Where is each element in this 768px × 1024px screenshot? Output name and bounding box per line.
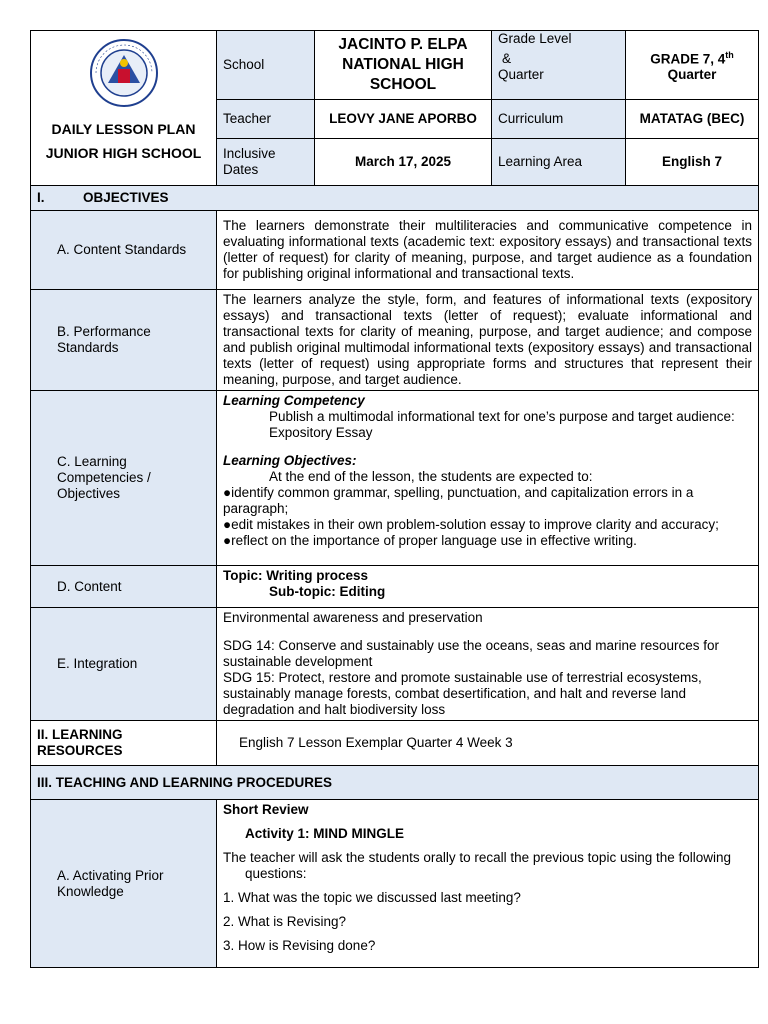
dates-value: March 17, 2025 <box>315 139 492 186</box>
sdg-14: SDG 14: Conserve and sustainably use the oceans, seas and marine resources for sustainable development <box>223 638 720 669</box>
teacher-name: LEOVY JANE APORBO <box>315 100 492 139</box>
learning-competencies-content <box>217 391 759 566</box>
activity-title: Activity 1: MIND MINGLE <box>245 826 405 841</box>
learning-competencies-label: C. Learning Competencies / Objectives <box>31 391 217 566</box>
lc-text: Publish a multimodal informational text for one’s purpose and target audience: Expository Essay <box>269 409 735 440</box>
lo-intro: At the end of the lesson, the students are expected to: <box>269 469 593 484</box>
content-standards-text: The learners demonstrate their multiliteracies and communicative competence in evaluating informational texts (academic text: expository essays) and transactional texts (letter of request) for clarity of meaning, purpose, and target audience as a foundation for publishing original informational and transactional texts. <box>217 211 759 290</box>
grade-label-line3: Quarter <box>498 67 544 82</box>
grade-label-line1: Grade Level <box>498 31 572 46</box>
learning-area-label: Learning Area <box>492 139 626 186</box>
activating-prior-knowledge-content <box>217 800 759 968</box>
lo-item: ● edit mistakes in their own problem-solution essay to improve clarity and accuracy; <box>223 517 752 533</box>
lc-heading: Learning Competency <box>223 393 365 408</box>
subtopic: Sub-topic: Editing <box>269 584 386 599</box>
lo-item: ● reflect on the importance of proper language use in effective writing. <box>223 533 752 549</box>
integration-line: Environmental awareness and preservation <box>223 610 483 625</box>
performance-standards-label: B. Performance Standards <box>31 290 217 391</box>
curriculum-value: MATATAG (BEC) <box>626 100 759 139</box>
integration-content <box>217 608 759 721</box>
sdg-15: SDG 15: Protect, restore and promote sustainable use of terrestrial ecosystems, sustainably manage forests, combat desertification, and halt and reverse land degradation and halt biodiversity loss <box>223 670 702 717</box>
curriculum-label: Curriculum <box>492 100 626 139</box>
content-standards-label: A. Content Standards <box>31 211 217 290</box>
lo-heading: Learning Objectives: <box>223 453 357 468</box>
section-objectives-heading: I. OBJECTIVES <box>31 186 759 211</box>
school-label: School <box>217 31 315 100</box>
grade-quarter-label <box>492 31 626 100</box>
lesson-plan-document <box>30 30 752 968</box>
short-review: Short Review <box>223 802 309 817</box>
performance-standards-text: The learners analyze the style, form, and features of informational texts (expository essays) and transactional texts (letter of request); evaluate informational and transactional texts for clarity of meaning, purpose, and target audience; and compose and publish original multimodal informational texts (expository essays) and transactional texts (letter of request) using appropriate forms and structures that represent their meaning, purpose, and target audience. <box>217 290 759 391</box>
learning-area-value: English 7 <box>626 139 759 186</box>
school-name: JACINTO P. ELPA NATIONAL HIGH SCHOOL <box>315 31 492 100</box>
question-item: 3. How is Revising done? <box>223 938 376 953</box>
content-topic <box>217 566 759 608</box>
question-item: 2. What is Revising? <box>223 914 347 929</box>
dates-label: Inclusive Dates <box>217 139 315 186</box>
activating-prior-knowledge-label: A. Activating Prior Knowledge <box>31 800 217 968</box>
grade-label-line2: & <box>502 51 512 66</box>
plan-level: JUNIOR HIGH SCHOOL <box>45 145 202 161</box>
learning-resources-text: English 7 Lesson Exemplar Quarter 4 Week 3 <box>217 721 759 766</box>
question-item: 1. What was the topic we discussed last meeting? <box>223 890 521 905</box>
integration-label: E. Integration <box>31 608 217 721</box>
deped-seal-icon <box>88 39 160 107</box>
lo-item: ● identify common grammar, spelling, punctuation, and capitalization errors in a paragraph; <box>223 485 752 517</box>
content-label: D. Content <box>31 566 217 608</box>
header-logo-cell <box>31 31 217 186</box>
learning-resources-label: II. LEARNING RESOURCES <box>31 721 217 766</box>
topic: Topic: Writing process <box>223 568 369 583</box>
plan-title: DAILY LESSON PLAN <box>51 121 196 137</box>
grade-quarter-value: GRADE 7, 4th Quarter <box>626 31 759 100</box>
teacher-label: Teacher <box>217 100 315 139</box>
section-procedures-heading: III. TEACHING AND LEARNING PROCEDURES <box>31 766 759 800</box>
activity-instruction: The teacher will ask the students orally to recall the previous topic using the following questions: <box>223 850 732 881</box>
lesson-plan-table <box>30 30 759 968</box>
